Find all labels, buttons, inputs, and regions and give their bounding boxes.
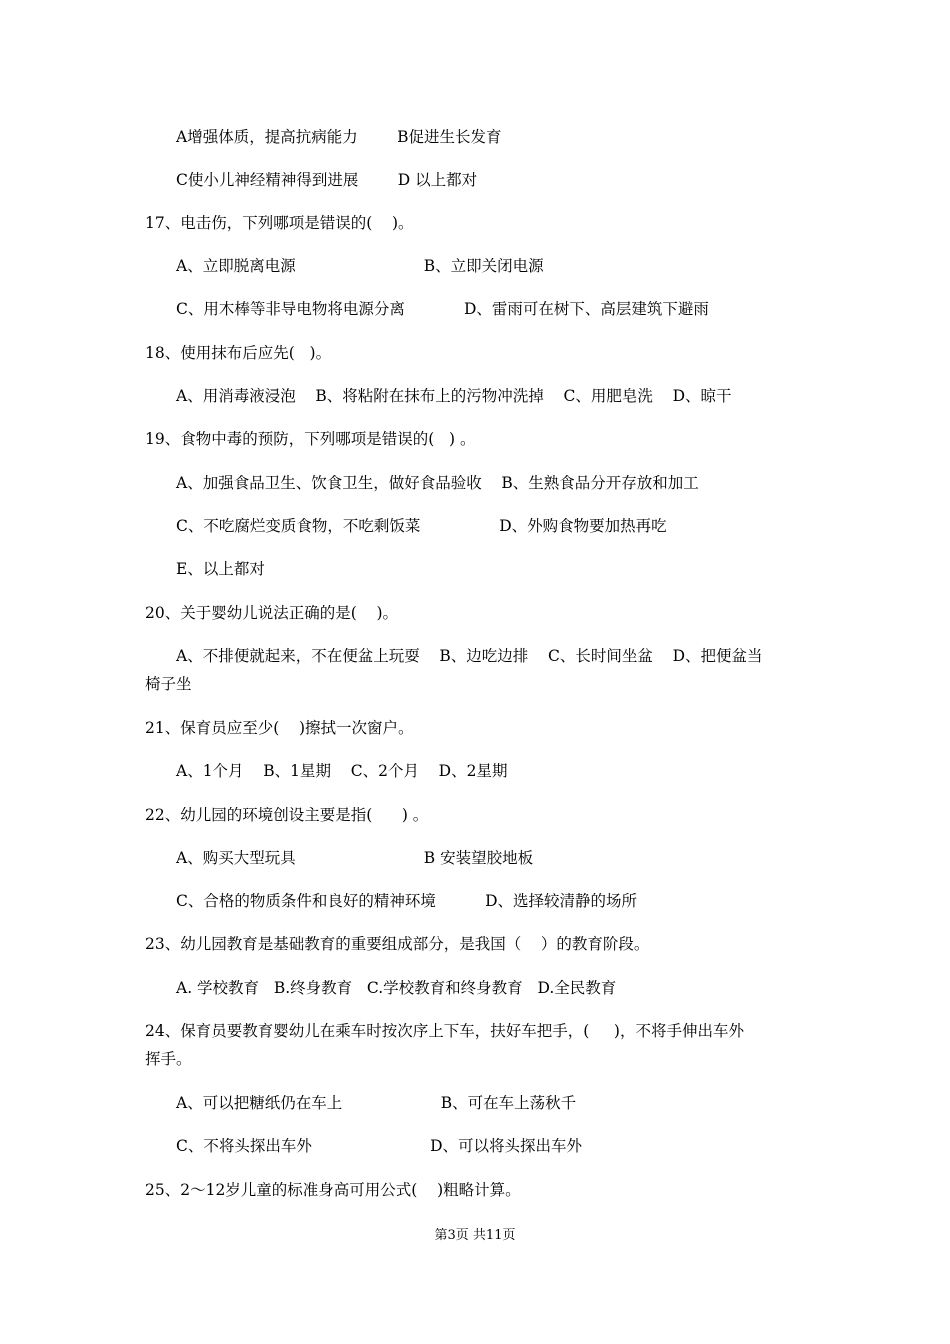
option-line-continuation: 椅子坐 [145, 675, 192, 693]
option-line: A、可以把糖纸仍在车上 B、可在车上荡秋千 [176, 1094, 577, 1112]
question-19: 19、食物中毒的预防，下列哪项是错误的( ) 。 [145, 430, 476, 448]
option-line: C、用木棒等非导电物将电源分离 D、雷雨可在树下、高层建筑下避雨 [176, 300, 709, 318]
option-line: E、以上都对 [176, 560, 265, 578]
option-line: A、加强食品卫生、饮食卫生，做好食品验收 B、生熟食品分开存放和加工 [176, 474, 699, 492]
question-18: 18、使用抹布后应先( )。 [145, 344, 332, 362]
option-line: C、不吃腐烂变质食物，不吃剩饭菜 D、外购食物要加热再吃 [176, 517, 667, 535]
question-22: 22、幼儿园的环境创设主要是指( ) 。 [145, 806, 429, 824]
question-24-continuation: 挥手。 [145, 1050, 192, 1068]
option-line: A、购买大型玩具 B 安装望胶地板 [176, 849, 534, 867]
option-line: C、合格的物质条件和良好的精神环境 D、选择较清静的场所 [176, 892, 638, 910]
question-24: 24、保育员要教育婴幼儿在乘车时按次序上下车，扶好车把手，( )，不将手伸出车外 [145, 1022, 744, 1040]
question-21: 21、保育员应至少( )擦拭一次窗户。 [145, 719, 414, 737]
option-line: A、1个月 B、1星期 C、2个月 D、2星期 [176, 762, 508, 780]
option-line: A增强体质，提高抗病能力 B促进生长发育 [176, 128, 502, 146]
question-17: 17、电击伤，下列哪项是错误的( )。 [145, 214, 414, 232]
option-line: A、立即脱离电源 B、立即关闭电源 [176, 257, 544, 275]
page-footer: 第3页 共11页 [434, 1228, 516, 1243]
question-25: 25、2～12岁儿童的标准身高可用公式( )粗略计算。 [145, 1181, 521, 1199]
option-line: A. 学校教育 B.终身教育 C.学校教育和终身教育 D.全民教育 [176, 979, 617, 997]
option-line: A、不排便就起来，不在便盆上玩耍 B、边吃边排 C、长时间坐盆 D、把便盆当 [176, 647, 763, 665]
option-line: C、不将头探出车外 D、可以将头探出车外 [176, 1137, 583, 1155]
option-line: A、用消毒液浸泡 B、将粘附在抹布上的污物冲洗掉 C、用肥皂洗 D、晾干 [176, 387, 732, 405]
question-23: 23、幼儿园教育是基础教育的重要组成部分，是我国（ ）的教育阶段。 [145, 935, 650, 953]
question-20: 20、关于婴幼儿说法正确的是( )。 [145, 604, 399, 622]
option-line: C使小儿神经精神得到进展 D 以上都对 [176, 171, 478, 189]
